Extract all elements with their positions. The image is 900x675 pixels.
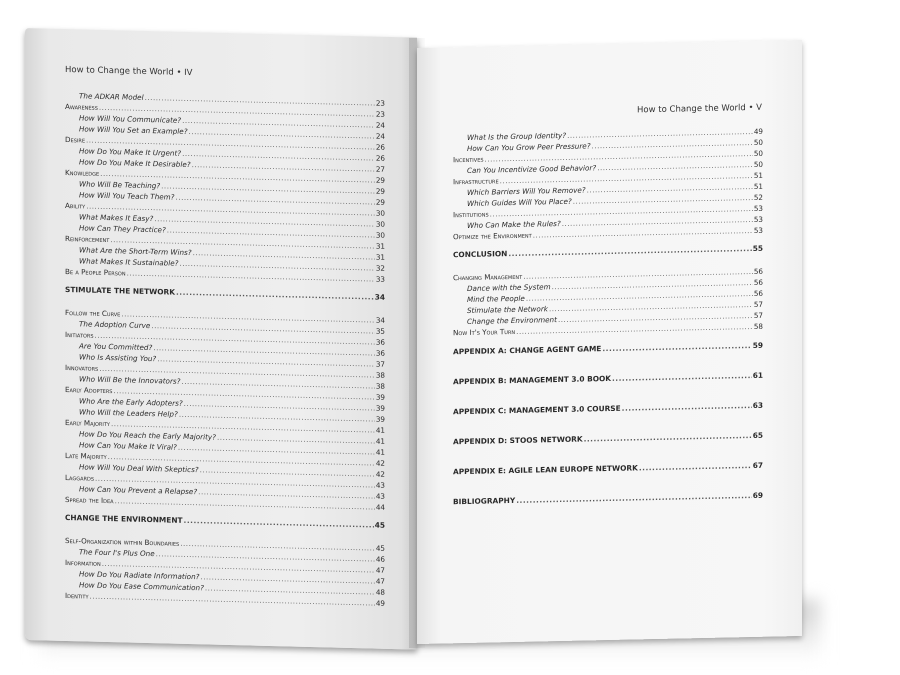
toc-entry-page: 69 xyxy=(752,490,763,500)
toc-entry-page: 23 xyxy=(375,109,385,119)
toc-entry-page: 63 xyxy=(752,400,763,410)
toc-entry-label: What Is the Group Identity? xyxy=(467,130,567,142)
toc-entry-label: Infrastructure xyxy=(453,176,499,187)
toc-entry-page: 65 xyxy=(752,430,763,440)
toc-entry-label: Late Majority xyxy=(65,450,107,461)
toc-entry-page: 39 xyxy=(375,414,385,424)
toc-entry-page: 57 xyxy=(753,299,763,309)
toc-entry-label: The ADKAR Model xyxy=(79,91,144,102)
toc-entry-label: STIMULATE THE NETWORK xyxy=(65,284,175,297)
toc-entry-label: How Do You Make It Urgent? xyxy=(79,146,182,158)
toc-entry-page: 57 xyxy=(753,310,763,320)
toc-entry-label: Spread the Idea xyxy=(65,494,114,506)
toc-entry-page: 31 xyxy=(375,241,385,251)
toc-entry-page: 42 xyxy=(375,458,385,468)
toc-entry-label: Dance with the System xyxy=(467,282,551,293)
toc-entry-page: 29 xyxy=(375,186,385,196)
toc-entry-page: 47 xyxy=(375,576,385,586)
toc-entry-label: Innovators xyxy=(65,362,99,373)
toc-entry-label: CHANGE THE ENVIRONMENT xyxy=(65,512,183,525)
toc-entry-label: Change the Environment xyxy=(467,315,557,326)
toc-entry-page: 45 xyxy=(374,520,385,530)
toc-entry-label: Knowledge xyxy=(65,167,100,178)
toc-leader-dots xyxy=(597,160,753,172)
toc-entry-page: 51 xyxy=(753,170,763,180)
toc-entry-page: 30 xyxy=(375,230,385,240)
toc-entry-label: Institutions xyxy=(453,209,489,220)
open-book xyxy=(25,28,810,643)
toc-entry-label: The Adoption Curve xyxy=(79,319,151,331)
toc-entry-page: 34 xyxy=(375,315,385,325)
toc-entry-page: 41 xyxy=(375,447,385,457)
toc-entry-page: 56 xyxy=(753,288,763,298)
toc-entry-label: What Makes It Easy? xyxy=(79,212,154,224)
toc-entry-label: Which Barriers Will You Remove? xyxy=(467,185,586,197)
toc-entry-page: 36 xyxy=(375,337,385,347)
toc-entry-page: 50 xyxy=(753,148,763,158)
toc-entry-label: What Makes It Sustainable? xyxy=(79,256,179,268)
toc-entry-label: How Can You Grow Peer Pressure? xyxy=(467,141,591,153)
toc-entry-page: 53 xyxy=(753,225,763,235)
toc-entry-label: Self-Organization within Boundaries xyxy=(65,535,180,548)
toc-entry-page: 24 xyxy=(375,131,385,141)
toc-entry-label: APPENDIX E: AGILE LEAN EUROPE NETWORK xyxy=(453,463,638,477)
toc-entry-label: How Can You Make It Viral? xyxy=(79,440,177,452)
toc-entry-page: 51 xyxy=(753,181,763,191)
toc-entry-label: Now It's Your Turn xyxy=(453,326,516,338)
toc-entry-label: APPENDIX D: STOOS NETWORK xyxy=(453,434,583,447)
toc-entry-label: How Do You Make It Desirable? xyxy=(79,157,191,170)
toc-entry-page: 56 xyxy=(753,266,763,276)
toc-entry-page: 49 xyxy=(753,126,763,136)
toc-entry-label: Who Are the Early Adopters? xyxy=(79,396,183,408)
toc-entry-label: Reinforcement xyxy=(65,233,110,245)
toc-leader-dots xyxy=(622,401,752,413)
toc-leader-dots xyxy=(612,371,752,383)
toc-entry-page: 37 xyxy=(375,359,385,369)
toc-entry-page: 59 xyxy=(752,340,763,350)
toc-leader-dots xyxy=(639,461,752,472)
toc-leader-dots xyxy=(584,431,752,444)
toc-entry-label: How Do You Ease Communication? xyxy=(79,580,204,593)
toc-entry-label: Desire xyxy=(65,134,85,145)
toc-entry-page: 41 xyxy=(375,425,385,435)
toc-entry-label: Information xyxy=(65,557,101,568)
toc-entry-label: Who Will Be the Innovators? xyxy=(79,374,181,386)
right-page xyxy=(417,40,802,644)
toc-entry-label: BIBLIOGRAPHY xyxy=(453,495,516,507)
toc-entry-label: Awareness xyxy=(65,101,98,112)
toc-entry xyxy=(453,341,763,369)
toc-entry-label: APPENDIX C: MANAGEMENT 3.0 COURSE xyxy=(453,403,621,417)
toc-entry-label: How Will You Deal With Skeptics? xyxy=(79,462,199,475)
toc-entry-page: 56 xyxy=(753,277,763,287)
toc-entry-label: Can You Incentivize Good Behavior? xyxy=(467,163,597,175)
toc-entry-label: Early Adopters xyxy=(65,384,113,396)
toc-entry-label: Ability xyxy=(65,200,86,211)
toc-entry-page: 47 xyxy=(375,565,385,575)
toc-entry-page: 26 xyxy=(375,153,385,163)
toc-entry-page: 36 xyxy=(375,348,385,358)
toc-entry-label: Who Will Be Teaching? xyxy=(79,179,161,191)
toc-entry-label: Who Can Make the Rules? xyxy=(467,218,561,230)
toc-entry-label: Who Is Assisting You? xyxy=(79,352,157,364)
toc-entry-label: Early Majority xyxy=(65,417,110,429)
toc-entry-label: Which Guides Will You Place? xyxy=(467,196,572,208)
toc-entry-page: 30 xyxy=(375,208,385,218)
toc-entry-page: 43 xyxy=(375,491,385,501)
toc-entry-page: 58 xyxy=(753,321,763,331)
toc-entry-page: 24 xyxy=(375,120,385,130)
toc-entry-page: 61 xyxy=(752,370,763,380)
toc-leader-dots xyxy=(176,288,374,302)
toc-entry xyxy=(453,401,763,429)
toc-entry-page: 55 xyxy=(752,243,763,253)
toc-entry-label: Changing Management xyxy=(453,271,523,283)
left-page xyxy=(25,28,417,650)
toc-entry-label: APPENDIX B: MANAGEMENT 3.0 BOOK xyxy=(453,373,611,387)
toc-entry-label: What Are the Short-Term Wins? xyxy=(79,245,192,258)
toc-entry-label: Initiators xyxy=(65,329,94,340)
toc-entry-page: 43 xyxy=(375,480,385,490)
toc-entry-label: Optimize the Environment xyxy=(453,230,532,242)
toc-leader-dots xyxy=(516,491,752,505)
toc-entry-label: How Will You Set an Example? xyxy=(79,124,188,136)
toc-entry-label: How Will You Teach Them? xyxy=(79,190,175,202)
toc-entry-label: How Do You Reach the Early Majority? xyxy=(79,429,216,442)
toc-entry-page: 29 xyxy=(375,197,385,207)
toc-entry-label: How Can You Prevent a Relapse? xyxy=(79,484,198,497)
toc-entry-page: 46 xyxy=(375,554,385,564)
toc-entry-page: 45 xyxy=(375,543,385,553)
toc-entry-page: 35 xyxy=(375,326,385,336)
toc-entry-label: APPENDIX A: CHANGE AGENT GAME xyxy=(453,344,602,357)
toc-entry-label: The Four I's Plus One xyxy=(79,547,155,559)
toc-entry xyxy=(453,244,763,270)
toc-leader-dots xyxy=(602,341,751,353)
toc-entry-page: 48 xyxy=(375,587,385,597)
toc-entry xyxy=(453,371,763,399)
toc-entry xyxy=(453,491,763,519)
toc-entry-page: 53 xyxy=(753,203,763,213)
toc-entry-page: 29 xyxy=(375,175,385,185)
toc-entry-page: 67 xyxy=(752,460,763,470)
toc-leader-dots xyxy=(184,516,374,530)
toc-entry-label: Be a People Person xyxy=(65,266,126,278)
toc-entry-page: 53 xyxy=(753,214,763,224)
toc-entry-page: 30 xyxy=(375,219,385,229)
left-page-header: How to Change the World • IV xyxy=(65,64,193,79)
toc-entry xyxy=(453,461,763,489)
right-page-header: How to Change the World • V xyxy=(637,102,762,116)
toc-entry-label: Stimulate the Network xyxy=(467,304,548,315)
toc-entry-page: 39 xyxy=(375,392,385,402)
toc-entry-label: Are You Committed? xyxy=(79,341,153,353)
toc-entry-label: CONCLUSION xyxy=(453,249,508,260)
toc-entry-label: Who Will the Leaders Help? xyxy=(79,407,178,419)
toc-entry-label: Mind the People xyxy=(467,293,525,304)
toc-entry-page: 52 xyxy=(753,192,763,202)
toc-entry-page: 44 xyxy=(375,502,385,512)
toc-entry-page: 27 xyxy=(375,164,385,174)
toc-entry-label: Follow the Curve xyxy=(65,307,121,319)
toc-entry-page: 32 xyxy=(375,263,385,273)
toc-entry-page: 50 xyxy=(753,159,763,169)
toc-entry-page: 26 xyxy=(375,142,385,152)
left-toc xyxy=(65,91,385,610)
toc-entry-page: 38 xyxy=(375,370,385,380)
toc-entry-label: How Do You Radiate Information? xyxy=(79,569,200,582)
toc-entry-page: 50 xyxy=(753,137,763,147)
toc-entry-label: Incentives xyxy=(453,154,484,165)
toc-entry-page: 33 xyxy=(375,274,385,284)
toc-entry-label: Identity xyxy=(65,590,89,601)
toc-entry-page: 38 xyxy=(375,381,385,391)
toc-entry xyxy=(453,431,763,459)
toc-entry-page: 41 xyxy=(375,436,385,446)
toc-entry-label: Laggards xyxy=(65,472,95,483)
toc-entry-page: 39 xyxy=(375,403,385,413)
toc-entry-label: How Will You Communicate? xyxy=(79,113,182,125)
toc-entry-page: 34 xyxy=(374,292,385,302)
toc-entry-page: 31 xyxy=(375,252,385,262)
toc-entry-page: 42 xyxy=(375,469,385,479)
right-toc xyxy=(453,127,763,522)
toc-leader-dots xyxy=(508,244,751,258)
toc-entry-page: 23 xyxy=(375,98,385,108)
toc-entry-label: How Can They Practice? xyxy=(79,223,166,235)
toc-entry-page: 49 xyxy=(375,598,385,608)
